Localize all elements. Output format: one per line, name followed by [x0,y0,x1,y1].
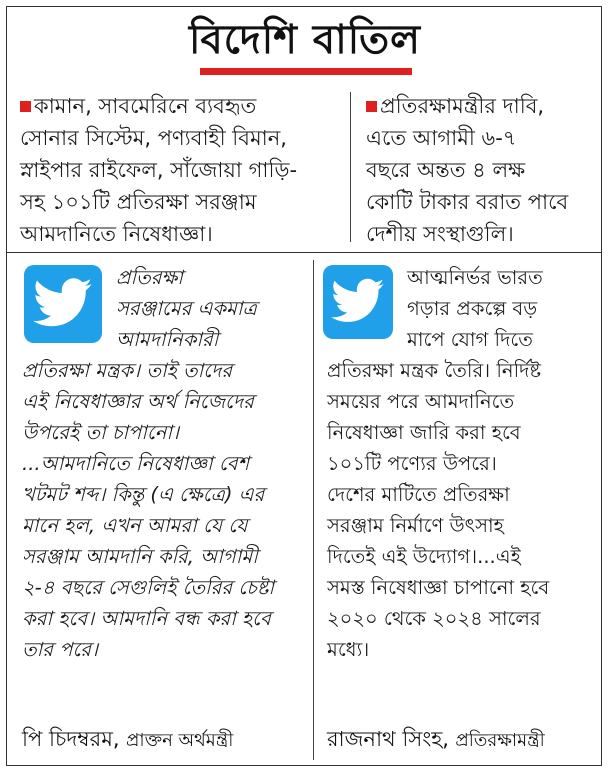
quote-line: সমস্ত নিষেধাজ্ঞা চাপানো হবে [327,576,550,599]
red-bullet-icon [366,101,377,112]
quote-line: সরঞ্জাম আমদানি করি, আগামী [22,545,258,568]
lead-left-line: কামান, সাবমেরিনে ব্যবহৃত [20,90,335,122]
quote-line: তার পরে। [22,638,98,661]
quote-line: নিষেধাজ্ঞা জারি করা হবে [327,421,521,444]
quote-line: মানে হল, এখন আমরা যে যে [22,514,248,537]
signature-name: পি চিদম্বরম, [22,727,120,751]
lead-divider [350,92,351,242]
headline-underline [200,68,412,75]
lead-left-line: স্নাইপার রাইফেল, সাঁজোয়া গাড়ি- [20,158,298,182]
signature-right [327,724,545,756]
lead-left-line: সহ ১০১টি প্রতিরক্ষা সরঞ্জাম [20,190,257,214]
quote-line: আত্মনির্ভর ভারত [407,266,543,289]
quote-line: খটমট শব্দ। কিন্তু (এ ক্ষেত্রে) এর [22,483,265,506]
quote-line: মধ্যে। [327,638,370,661]
lead-right-line: এতে আগামী ৬-৭ [366,126,517,150]
quote-line: সরঞ্জাম নির্মাণে উৎসাহ [327,514,504,537]
lead-right-line: কোটি টাকার বরাত পাবে [366,190,569,214]
quote-line: সময়ের পরে আমদানিতে [327,390,515,413]
lead-right-line: বছরে অন্তত ৪ লক্ষ [366,158,526,182]
quote-line: করা হবে। আমদানি বন্ধ করা হবে [22,607,271,630]
quote-line: এই নিষেধাজ্ঞার অর্থ নিজেদের [22,390,254,413]
quote-line: আমদানিকারী [116,328,219,351]
quote-line: দিতেই এই উদ্যোগ।...এই [327,545,521,568]
signature-name: রাজনাথ সিংহ, [327,727,449,751]
quote-line: প্রতিরক্ষা মন্ত্রক। তাই তাদের [22,359,233,382]
quote-line: প্রতিরক্ষা [116,266,183,289]
quote-line: ...আমদানিতে নিষেধাজ্ঞা বেশ [22,452,250,475]
quote-line: মাপে যোগ দিতে [407,328,533,351]
signature-role: প্রতিরক্ষামন্ত্রী [455,730,545,751]
lead-left-line: আমদানিতে নিষেধাজ্ঞা। [20,222,213,246]
quote-line: ২০২০ থেকে ২০২৪ সালের [327,607,541,630]
quote-left [22,262,307,665]
signature-role: প্রাক্তন অর্থমন্ত্রী [125,730,234,751]
lead-left [20,90,335,250]
lead-right-line: প্রতিরক্ষামন্ত্রীর দাবি, [366,90,598,122]
red-bullet-icon [20,101,31,112]
lead-right [366,90,598,250]
quote-right [327,262,597,665]
quote-line: প্রতিরক্ষা মন্ত্রক তৈরি। নির্দিষ্ট [327,359,542,382]
quote-line: ১০১টি পণ্যের উপরে। [327,452,497,475]
lead-right-line: দেশীয় সংস্থাগুলি। [366,222,514,246]
quote-line: সরঞ্জামের একমাত্র [116,297,257,320]
section-divider [7,252,601,253]
quote-line: দেশের মাটিতে প্রতিরক্ষা [327,483,510,506]
signature-left [22,724,233,756]
quote-line: গড়ার প্রকল্পে বড় [407,297,538,320]
quote-line: ২-৪ বছরে সেগুলিই তৈরির চেষ্টা [22,576,275,599]
headline: বিদেশি বাতিল [189,17,421,63]
quote-line: উপরেই তা চাপানো। [22,421,179,444]
lead-left-line: সোনার সিস্টেম, পণ্যবাহী বিমান, [20,126,287,150]
column-divider [313,260,314,760]
